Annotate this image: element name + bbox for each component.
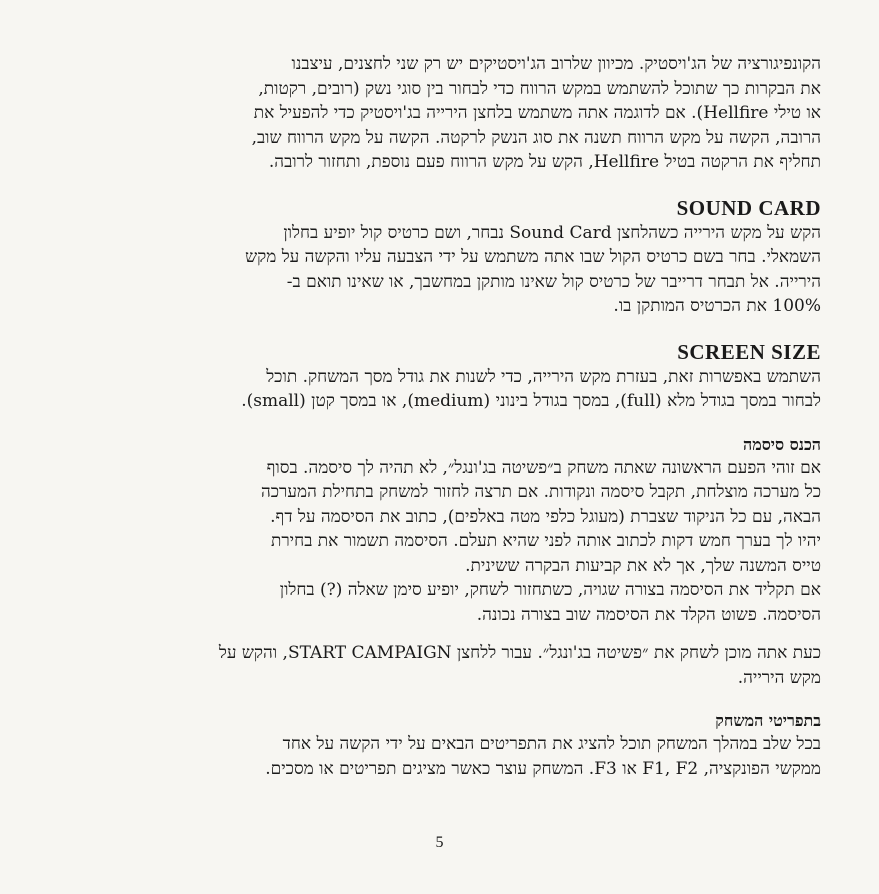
- text-line: בכל שלב במהלך המשחק תוכל להציג את התפריטים הבאים על ידי הקשה על אחד: [282, 734, 821, 754]
- sound-card-heading: SOUND CARD: [676, 195, 821, 220]
- menus-paragraph: [86, 732, 821, 781]
- text-line: אם תקליד את הסיסמה בצורה שגויה, כשתחזור לשחק, יופיע סימן שאלה (?) בחלון: [279, 580, 821, 600]
- password-paragraph: [86, 456, 821, 628]
- intro-paragraph: [86, 52, 821, 175]
- text-line: הסיסמה. פשוט הקלד את הסיסמה שוב בצורה נכונה.: [476, 604, 821, 625]
- text-line: ממקשי הפונקציה, F1, F2 או F3. המשחק עוצר כאשר מציגים תפריטים או מסכים.: [265, 758, 821, 779]
- text-line: תחליף את הרקטה בטיל Hellfire, הקש על מקש הרווח פעם נוספת, ותחזור לרובה.: [268, 152, 821, 172]
- text-line: כעת אתה מוכן לשחק את ״פשיטה בג'ונגל״. עבור ללחצן START CAMPAIGN, והקש על: [218, 643, 821, 663]
- screen-size-paragraph: [86, 365, 821, 414]
- page-number: 5: [435, 834, 444, 851]
- text-line: הירייה. אל תבחר דרייבר של כרטיס קול שאינו מותקן במחשבך, או שאינו תואם ב-: [286, 271, 821, 292]
- text-line: טייס המשנה שלך, אך לא את קביעות הבקרה ששינית.: [465, 555, 821, 576]
- screen-size-heading: SCREEN SIZE: [677, 339, 821, 364]
- text-line: 100% את הכרטיס המותקן בו.: [613, 296, 821, 316]
- text-line: מקש הירייה.: [737, 667, 821, 688]
- text-line: את הבקרות כך שתוכל להשתמש במקש הרווח כדי לבחור בין סוגי נשק (רובים, רקטות,: [258, 78, 821, 99]
- sound-card-paragraph: [86, 221, 821, 319]
- text-line: אם זוהי הפעם הראשונה שאתה משחק ב״פשיטה בג'ונגל״, לא תהיה לך סיסמה. בסוף: [266, 457, 821, 478]
- text-line: השתמש באפשרות זאת, בעזרת מקש הירייה, כדי לשנות את גודל מסך המשחק. תוכל: [266, 366, 821, 387]
- text-line: הבאה, עם כל הניקוד שצברת (מעוגל כלפי מטה באלפים), כתוב את הסיסמה על דף.: [270, 506, 821, 527]
- text-line: או טילי Hellfire). אם לדוגמה אתה משתמש בלחצן הירייה בג'ויסטיק כדי להפעיל את: [253, 103, 821, 123]
- menus-heading: בתפריטי המשחק: [715, 711, 821, 730]
- start-paragraph: [86, 641, 821, 690]
- text-line: השמאלי. בחר בשם כרטיס הקול שבו אתה משתמש על ידי הצבעה עליו והקשה על מקש: [245, 247, 821, 267]
- text-line: הקונפיגורציה של הג'ויסטיק. מכיוון שלרוב הג'ויסטיקים יש רק שני לחצנים, עיצבנו: [291, 54, 821, 74]
- text-line: יהיו לך בערך חמש דקות לכתוב אותה לפני שהיא תעלם. הסיסמה תשמור את בחירת: [270, 531, 821, 551]
- text-line: כל מערכה מוצלחת, תקבל סיסמה ונקודות. אם תרצה לחזור למשחק בתחילת המערכה: [260, 482, 821, 502]
- password-heading: הכנס סיסמה: [743, 434, 821, 454]
- text-line: לבחור במסך בגודל מלא (full), במסך בגודל בינוני (medium), או במסך קטן (small).: [241, 391, 821, 411]
- text-line: הקש על מקש הירייה כשהלחצן Sound Card נבחר, ושם כרטיס קול יופיע בחלון: [283, 222, 821, 243]
- text-line: הרובה, הקשה על מקש הרווח תשנה את סוג הנשק לרקטה. הקשה על מקש הרווח שוב,: [251, 127, 821, 148]
